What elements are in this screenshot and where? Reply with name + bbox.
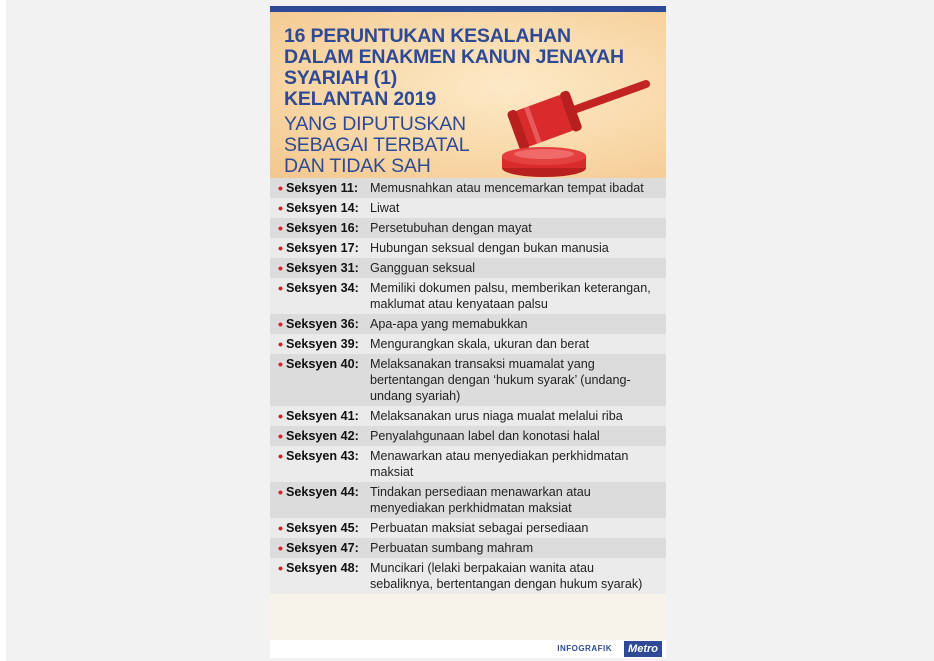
list-item	[270, 178, 666, 198]
section-description: Penyalahgunaan label dan konotasi halal	[370, 429, 600, 443]
list-item	[270, 446, 666, 482]
infographic	[270, 6, 666, 658]
section-number: Seksyen 14:	[286, 201, 359, 215]
title-line: DALAM ENAKMEN KANUN JENAYAH	[284, 46, 624, 68]
list-item	[270, 482, 666, 518]
bullet-dot: •	[278, 180, 283, 196]
section-number: Seksyen 44:	[286, 485, 359, 499]
section-description: Apa-apa yang memabukkan	[370, 317, 528, 331]
section-number: Seksyen 48:	[286, 561, 359, 575]
section-number: Seksyen 17:	[286, 241, 359, 255]
list-item	[270, 258, 666, 278]
subtitle-line: SEBAGAI TERBATAL	[284, 134, 470, 156]
section-description: Persetubuhan dengan mayat	[370, 221, 532, 235]
infographic-footer	[270, 640, 666, 658]
bullet-dot: •	[278, 448, 283, 464]
bullet-dot: •	[278, 560, 283, 576]
section-number: Seksyen 45:	[286, 521, 359, 535]
list-item	[270, 406, 666, 426]
section-number: Seksyen 36:	[286, 317, 359, 331]
bullet-dot: •	[278, 408, 283, 424]
section-number: Seksyen 41:	[286, 409, 359, 423]
brand-logo: Metro	[624, 641, 662, 657]
section-description: Tindakan persediaan menawarkan atau menyediakan perkhidmatan maksiat	[370, 485, 591, 515]
infographic-header	[270, 12, 666, 178]
bullet-dot: •	[278, 336, 283, 352]
bullet-dot: •	[278, 356, 283, 372]
bullet-dot: •	[278, 280, 283, 296]
page-margin	[0, 0, 6, 661]
list-item	[270, 518, 666, 538]
offence-list	[270, 178, 666, 594]
list-item	[270, 538, 666, 558]
bullet-dot: •	[278, 428, 283, 444]
section-description: Muncikari (lelaki berpakaian wanita atau sebaliknya, bertentangan dengan hukum syarak)	[370, 561, 643, 591]
section-number: Seksyen 34:	[286, 281, 359, 295]
list-item	[270, 198, 666, 218]
section-number: Seksyen 31:	[286, 261, 359, 275]
section-description: Perbuatan maksiat sebagai persediaan	[370, 521, 589, 535]
bullet-dot: •	[278, 200, 283, 216]
section-description: Mengurangkan skala, ukuran dan berat	[370, 337, 590, 351]
bullet-dot: •	[278, 316, 283, 332]
section-description: Memiliki dokumen palsu, memberikan keterangan, maklumat atau kenyataan palsu	[370, 281, 651, 311]
section-description: Gangguan seksual	[370, 261, 476, 275]
list-item	[270, 314, 666, 334]
list-item	[270, 334, 666, 354]
section-number: Seksyen 47:	[286, 541, 359, 555]
bullet-dot: •	[278, 540, 283, 556]
section-number: Seksyen 40:	[286, 357, 359, 371]
bullet-dot: •	[278, 220, 283, 236]
list-item	[270, 278, 666, 314]
section-number: Seksyen 16:	[286, 221, 359, 235]
list-item	[270, 238, 666, 258]
section-description: Menawarkan atau menyediakan perkhidmatan maksiat	[370, 449, 629, 479]
list-item	[270, 218, 666, 238]
bullet-dot: •	[278, 260, 283, 276]
section-number: Seksyen 39:	[286, 337, 359, 351]
subtitle-line: DAN TIDAK SAH	[284, 155, 431, 177]
gavel-icon	[496, 70, 656, 180]
infographic-label: INFOGRAFIK	[557, 644, 612, 653]
section-number: Seksyen 11:	[286, 181, 359, 195]
bullet-dot: •	[278, 240, 283, 256]
section-description: Melaksanakan transaksi muamalat yang bertentangan dengan ‘hukum syarak’ (undang-undang syariah)	[370, 357, 631, 403]
list-item	[270, 354, 666, 406]
section-description: Liwat	[370, 201, 400, 215]
section-description: Melaksanakan urus niaga mualat melalui riba	[370, 409, 623, 423]
list-item	[270, 558, 666, 594]
list-item	[270, 426, 666, 446]
title-line: SYARIAH (1)	[284, 67, 398, 89]
section-number: Seksyen 42:	[286, 429, 359, 443]
title-line: 16 PERUNTUKAN KESALAHAN	[284, 25, 571, 47]
section-description: Perbuatan sumbang mahram	[370, 541, 534, 555]
section-description: Hubungan seksual dengan bukan manusia	[370, 241, 609, 255]
subtitle-line: YANG DIPUTUSKAN	[284, 113, 466, 135]
section-number: Seksyen 43:	[286, 449, 359, 463]
section-description: Memusnahkan atau mencemarkan tempat ibadat	[370, 181, 644, 195]
title-line: KELANTAN 2019	[284, 88, 436, 110]
bullet-dot: •	[278, 520, 283, 536]
bullet-dot: •	[278, 484, 283, 500]
